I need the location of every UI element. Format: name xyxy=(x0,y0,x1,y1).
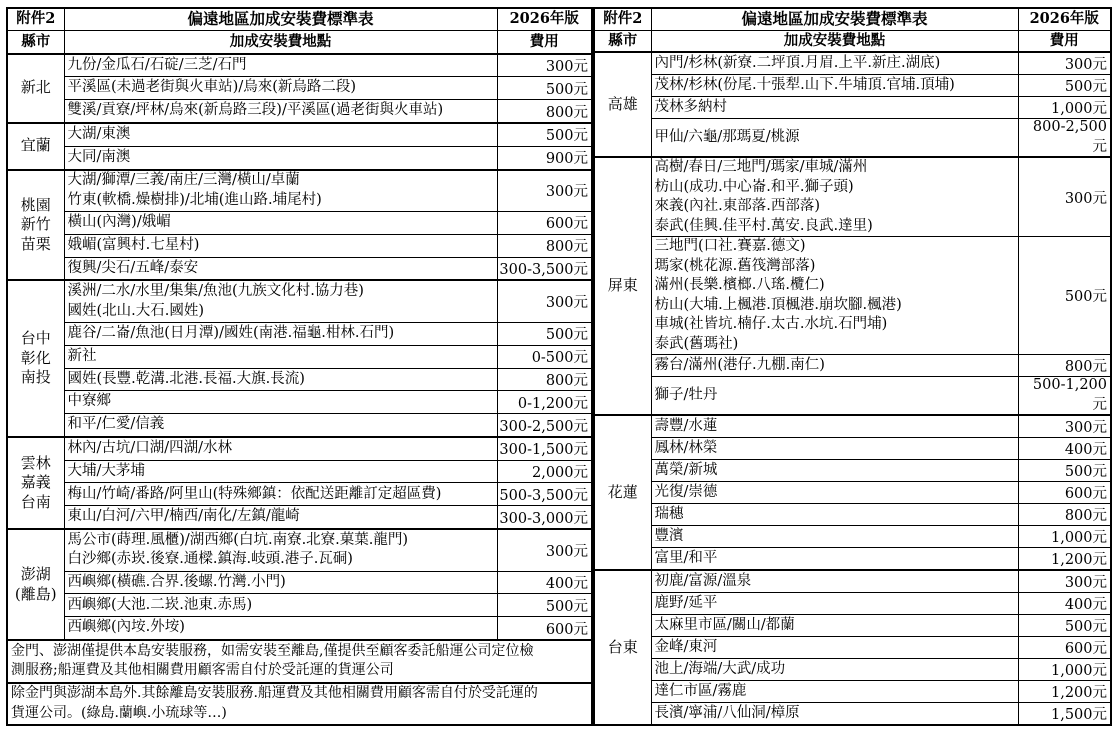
header-row xyxy=(7,8,592,31)
table-row xyxy=(7,54,592,77)
county-name: 高雄 xyxy=(607,94,638,113)
table-title-cell xyxy=(651,8,1018,30)
location-cell xyxy=(64,368,497,391)
fee-table-right xyxy=(593,7,1112,726)
fee-cell: 1,000元 xyxy=(1018,659,1111,681)
fee-cell: 1,200元 xyxy=(1018,548,1111,571)
location-line: 竹東(軟橋.燥樹排)/北埔(進山路.埔尾村) xyxy=(67,191,322,208)
fee-column-header: 費用 xyxy=(1049,31,1079,49)
location-column-header: 加成安裝費地點 xyxy=(783,31,886,49)
fee-cell: 800-2,500元 xyxy=(1018,119,1111,158)
location-line: 和平/仁愛/信義 xyxy=(67,416,165,433)
table-row xyxy=(7,170,592,212)
location-column-header-cell xyxy=(64,31,497,54)
location-line: 長濱/寧浦/八仙洞/樟原 xyxy=(654,705,800,722)
location-line: 大湖/獅潭/三義/南庄/三灣/橫山/卓蘭 xyxy=(67,172,300,189)
fee-cell: 300元 xyxy=(497,170,592,212)
county-cell xyxy=(7,54,64,123)
attachment-label-cell xyxy=(594,8,651,30)
fee-cell: 300元 xyxy=(1018,52,1111,75)
fee-cell: 500元 xyxy=(1018,615,1111,637)
county-name: 苗栗 xyxy=(20,234,51,253)
location-cell xyxy=(651,355,1018,377)
location-cell xyxy=(651,377,1018,416)
county-cell xyxy=(7,529,64,640)
location-line: 茂林/杉林(份尾.十張犁.山下.牛埔頂.官埔.頂埔) xyxy=(654,76,955,93)
location-cell xyxy=(64,345,497,368)
location-line: 枋山(成功.中心崙.和平.獅子頭) xyxy=(654,178,854,195)
table-row xyxy=(7,322,592,345)
county-cell xyxy=(594,570,651,725)
location-line: 太麻里市區/關山/都蘭 xyxy=(654,617,795,634)
location-cell xyxy=(651,157,1018,237)
county-cell xyxy=(7,280,64,436)
location-line: 泰武(佳興.佳平村.萬安.良武.達里) xyxy=(654,217,873,234)
location-line: 車城(社皆坑.楠仔.太古.水坑.石門埔) xyxy=(654,316,888,333)
county-name: 新北 xyxy=(20,78,51,97)
version-label: 2026年版 xyxy=(509,10,579,28)
fee-cell: 600元 xyxy=(1018,637,1111,659)
table-row xyxy=(594,157,1111,237)
location-line: 白沙鄉(赤崁.後寮.通樑.鎮海.岐頭.港子.瓦硐) xyxy=(67,551,353,568)
location-line: 東山/白河/六甲/楠西/南化/左鎮/龍崎 xyxy=(67,508,300,525)
fee-cell: 600元 xyxy=(1018,482,1111,504)
table-row xyxy=(7,571,592,594)
table-row xyxy=(7,594,592,617)
table-row xyxy=(594,482,1111,504)
county-cell xyxy=(594,157,651,415)
fee-cell: 500元 xyxy=(497,77,592,100)
note-cell xyxy=(7,683,592,726)
county-name: 桃園 xyxy=(20,195,51,214)
table-row xyxy=(594,659,1111,681)
location-line: 馬公市(蒔理.風櫃)/湖西鄉(白坑.南寮.北寮.菓葉.龍門) xyxy=(67,531,409,548)
fee-cell: 0-500元 xyxy=(497,345,592,368)
table-row xyxy=(7,617,592,640)
fee-cell: 300-3,500元 xyxy=(497,257,592,280)
note-line: 測服務;船運費及其他相關費用顧客需自付於受託運的貨運公司 xyxy=(11,662,394,679)
table-row xyxy=(594,415,1111,438)
table-row xyxy=(7,529,592,571)
location-cell xyxy=(651,681,1018,703)
county-column-header-cell xyxy=(594,30,651,52)
table-row xyxy=(7,483,592,506)
county-name: 台東 xyxy=(607,638,638,657)
note-cell xyxy=(7,640,592,683)
table-row xyxy=(7,437,592,460)
table-row xyxy=(7,146,592,169)
header-row xyxy=(594,8,1111,30)
fee-cell: 400元 xyxy=(1018,438,1111,460)
location-line: 西嶼鄉(橫礁.合界.後螺.竹灣.小門) xyxy=(67,573,286,590)
location-column-header: 加成安裝費地點 xyxy=(229,32,332,50)
tables-row xyxy=(6,7,1112,726)
location-line: 滿州(長樂.檳榔.八瑤.欖仁) xyxy=(654,277,825,294)
location-cell xyxy=(64,123,497,146)
county-cell xyxy=(594,415,651,570)
location-line: 壽豐/水蓮 xyxy=(654,418,718,435)
location-cell xyxy=(651,526,1018,548)
table-row xyxy=(594,637,1111,659)
fee-column-header: 費用 xyxy=(529,32,559,50)
county-name: 雲林 xyxy=(20,453,51,472)
location-cell xyxy=(64,506,497,529)
county-name: 南投 xyxy=(20,368,51,387)
table-row xyxy=(594,119,1111,158)
county-column-header-cell xyxy=(7,31,64,54)
location-line: 橫山(內灣)/娥嵋 xyxy=(67,214,171,231)
location-cell xyxy=(64,170,497,212)
fee-cell: 800元 xyxy=(497,368,592,391)
county-cell xyxy=(594,52,651,157)
location-line: 瑪家(桃花源.舊筏灣部落) xyxy=(654,257,816,274)
location-line: 高樹/春日/三地門/瑪家/車城/滿州 xyxy=(654,159,868,175)
table-row xyxy=(7,234,592,257)
location-line: 達仁市區/霧鹿 xyxy=(654,683,747,700)
location-line: 大同/南澳 xyxy=(67,148,131,165)
fee-cell: 500-3,500元 xyxy=(497,483,592,506)
fee-cell: 400元 xyxy=(497,571,592,594)
table-row xyxy=(594,460,1111,482)
location-line: 富里/和平 xyxy=(654,550,718,567)
location-line: 枋山(大埔.上楓港.頂楓港.崩坎腳.楓港) xyxy=(654,296,902,313)
location-line: 鳳林/林榮 xyxy=(654,440,718,457)
location-cell xyxy=(64,146,497,169)
note-line: 除金門與澎湖本島外.其餘離島安裝服務.船運費及其他相關費用顧客需自付於受託運的 xyxy=(11,685,538,702)
location-line: 來義(內社.東部落.西部落) xyxy=(654,198,821,215)
location-cell xyxy=(651,570,1018,593)
fee-table-left xyxy=(6,7,593,726)
table-row xyxy=(594,75,1111,97)
table-row xyxy=(7,280,592,322)
table-row xyxy=(594,526,1111,548)
location-line: 國姓(北山.大石.國姓) xyxy=(67,302,205,319)
fee-cell: 900元 xyxy=(497,146,592,169)
location-cell xyxy=(64,100,497,123)
location-line: 西嶼鄉(內垵.外垵) xyxy=(67,619,185,636)
table-row xyxy=(7,460,592,483)
county-name: 花蓮 xyxy=(607,483,638,502)
table-row xyxy=(594,52,1111,75)
table-row xyxy=(594,355,1111,377)
county-column-header: 縣市 xyxy=(21,32,51,50)
fee-cell: 500元 xyxy=(497,322,592,345)
fee-cell: 500元 xyxy=(497,594,592,617)
fee-table-left-body xyxy=(7,8,592,725)
location-cell xyxy=(64,437,497,460)
table-row xyxy=(7,368,592,391)
location-cell xyxy=(64,571,497,594)
location-cell xyxy=(651,237,1018,355)
version-label-cell xyxy=(1018,8,1111,30)
location-line: 西嶼鄉(大池.二崁.池東.赤馬) xyxy=(67,596,253,613)
location-cell xyxy=(651,593,1018,615)
location-cell xyxy=(64,460,497,483)
location-cell xyxy=(651,504,1018,526)
table-row xyxy=(7,257,592,280)
county-name: 屏東 xyxy=(607,276,638,295)
county-name: 嘉義 xyxy=(20,473,51,492)
location-cell xyxy=(651,415,1018,438)
fee-cell: 600元 xyxy=(497,617,592,640)
location-line: 內門/杉林(新寮.二坪頂.月眉.上平.新庄.湖底) xyxy=(654,54,941,71)
fee-column-header-cell xyxy=(1018,30,1111,52)
location-line: 鹿野/延平 xyxy=(654,595,718,612)
location-cell xyxy=(651,637,1018,659)
note-row xyxy=(7,683,592,726)
location-line: 甲仙/六龜/那瑪夏/桃源 xyxy=(654,128,800,145)
fee-cell: 300-3,000元 xyxy=(497,506,592,529)
fee-cell: 800元 xyxy=(1018,355,1111,377)
note-row xyxy=(7,640,592,683)
location-cell xyxy=(651,615,1018,637)
fee-cell: 300-2,500元 xyxy=(497,414,592,437)
fee-cell: 600元 xyxy=(497,212,592,235)
fee-cell: 500-1,200元 xyxy=(1018,377,1111,416)
location-line: 初鹿/富源/溫泉 xyxy=(654,573,752,590)
fee-cell: 1,000元 xyxy=(1018,526,1111,548)
location-cell xyxy=(651,97,1018,119)
location-line: 大埔/大茅埔 xyxy=(67,462,145,479)
location-column-header-cell xyxy=(651,30,1018,52)
county-name: 新竹 xyxy=(20,215,51,234)
location-cell xyxy=(64,529,497,571)
table-row xyxy=(7,100,592,123)
fee-cell: 500元 xyxy=(1018,75,1111,97)
fee-cell: 300元 xyxy=(497,280,592,322)
location-line: 溪洲/二水/水里/集集/魚池(九族文化村.協力巷) xyxy=(67,283,364,300)
table-row xyxy=(7,345,592,368)
fee-cell: 400元 xyxy=(1018,593,1111,615)
note-line: 金門、澎湖僅提供本島安裝服務，如需安裝至離島,僅提供至顧客委託船運公司定位檢 xyxy=(11,642,534,659)
fee-cell: 800元 xyxy=(1018,504,1111,526)
county-name: (離島) xyxy=(14,584,57,603)
table-row xyxy=(7,391,592,414)
attachment-label: 附件2 xyxy=(603,10,643,27)
table-row xyxy=(594,438,1111,460)
location-line: 霧台/滿州(港仔.九棚.南仁) xyxy=(654,357,825,374)
table-title-cell xyxy=(64,8,497,31)
location-line: 林內/古坑/口湖/四湖/水林 xyxy=(67,440,233,457)
location-cell xyxy=(64,414,497,437)
location-line: 茂林多納村 xyxy=(654,98,727,115)
county-name: 宜蘭 xyxy=(20,136,51,155)
table-row xyxy=(7,506,592,529)
table-row xyxy=(594,570,1111,593)
table-row xyxy=(594,615,1111,637)
location-line: 光復/崇德 xyxy=(654,484,718,501)
location-cell xyxy=(64,280,497,322)
location-cell xyxy=(64,391,497,414)
location-line: 雙溪/貢寮/坪林/烏來(新烏路三段)/平溪區(過老街與火車站) xyxy=(67,102,444,119)
table-row xyxy=(594,548,1111,571)
location-cell xyxy=(651,703,1018,726)
attachment-label-cell xyxy=(7,8,64,31)
fee-cell: 1,200元 xyxy=(1018,681,1111,703)
table-row xyxy=(594,504,1111,526)
location-cell xyxy=(64,257,497,280)
version-label: 2026年版 xyxy=(1029,10,1099,27)
location-line: 鹿谷/二崙/魚池(日月潭)/國姓(南港.福龜.柑林.石門) xyxy=(67,325,395,342)
county-column-header: 縣市 xyxy=(608,31,638,49)
table-row xyxy=(594,237,1111,355)
location-line: 娥嵋(富興村.七星村) xyxy=(67,236,200,253)
location-line: 池上/海端/大武/成功 xyxy=(654,661,786,678)
fee-cell: 300元 xyxy=(497,529,592,571)
table-row xyxy=(7,212,592,235)
location-cell xyxy=(651,438,1018,460)
location-line: 獅子/牡丹 xyxy=(654,387,718,404)
location-line: 大湖/東澳 xyxy=(67,126,131,143)
location-line: 九份/金瓜石/石碇/三芝/石門 xyxy=(67,56,247,73)
fee-table-right-body xyxy=(594,8,1111,725)
fee-cell: 800元 xyxy=(497,100,592,123)
version-label-cell xyxy=(497,8,592,31)
fee-cell: 500元 xyxy=(497,123,592,146)
location-line: 國姓(長豐.乾溝.北港.長福.大旗.長流) xyxy=(67,370,305,387)
fee-cell: 1,500元 xyxy=(1018,703,1111,726)
fee-cell: 2,000元 xyxy=(497,460,592,483)
location-cell xyxy=(64,617,497,640)
location-cell xyxy=(651,460,1018,482)
location-cell xyxy=(651,548,1018,571)
table-row xyxy=(594,97,1111,119)
table-title: 偏遠地區加成安裝費標準表 xyxy=(187,9,374,29)
location-line: 萬榮/新城 xyxy=(654,462,718,479)
location-cell xyxy=(64,77,497,100)
location-line: 梅山/竹崎/番路/阿里山(特殊鄉鎮：依配送距離訂定超區費) xyxy=(67,485,442,502)
table-row xyxy=(594,377,1111,416)
fee-column-header-cell xyxy=(497,31,592,54)
location-cell xyxy=(651,119,1018,158)
fee-cell: 300元 xyxy=(497,54,592,77)
county-name: 台南 xyxy=(20,492,51,511)
county-cell xyxy=(7,123,64,170)
county-name: 彰化 xyxy=(20,348,51,367)
location-line: 泰武(舊瑪社) xyxy=(654,335,739,352)
attachment-label: 附件2 xyxy=(16,10,56,28)
fee-cell: 1,000元 xyxy=(1018,97,1111,119)
location-cell xyxy=(64,212,497,235)
column-header-row xyxy=(594,30,1111,52)
county-cell xyxy=(7,437,64,529)
location-cell xyxy=(64,594,497,617)
location-line: 平溪區(未過老街與火車站)/烏來(新烏路二段) xyxy=(67,79,357,96)
location-cell xyxy=(651,52,1018,75)
location-line: 中寮鄉 xyxy=(67,393,111,410)
table-row xyxy=(594,593,1111,615)
county-cell xyxy=(7,170,64,281)
table-row xyxy=(7,414,592,437)
county-name: 台中 xyxy=(20,329,51,348)
location-line: 金峰/東河 xyxy=(654,639,718,656)
table-row xyxy=(7,123,592,146)
location-cell xyxy=(64,54,497,77)
table-title: 偏遠地區加成安裝費標準表 xyxy=(741,9,928,28)
fee-cell: 300元 xyxy=(1018,415,1111,438)
location-cell xyxy=(651,75,1018,97)
note-line: 貨運公司。(綠島.蘭嶼.小琉球等…) xyxy=(11,705,227,721)
location-line: 三地門(口社.賽嘉.德文) xyxy=(654,238,806,255)
location-line: 復興/尖石/五峰/泰安 xyxy=(67,259,199,276)
table-row xyxy=(594,681,1111,703)
location-cell xyxy=(64,483,497,506)
table-row xyxy=(594,703,1111,726)
location-cell xyxy=(64,322,497,345)
fee-cell: 500元 xyxy=(1018,237,1111,355)
location-cell xyxy=(64,234,497,257)
location-line: 豐濱 xyxy=(654,528,684,545)
column-header-row xyxy=(7,31,592,54)
fee-cell: 300元 xyxy=(1018,570,1111,593)
fee-cell: 0-1,200元 xyxy=(497,391,592,414)
location-line: 瑞穗 xyxy=(654,506,684,523)
location-line: 新社 xyxy=(67,347,97,364)
fee-cell: 300-1,500元 xyxy=(497,437,592,460)
fee-cell: 800元 xyxy=(497,234,592,257)
fee-cell: 500元 xyxy=(1018,460,1111,482)
fee-cell: 300元 xyxy=(1018,157,1111,237)
location-cell xyxy=(651,659,1018,681)
location-cell xyxy=(651,482,1018,504)
table-row xyxy=(7,77,592,100)
county-name: 澎湖 xyxy=(20,564,51,583)
